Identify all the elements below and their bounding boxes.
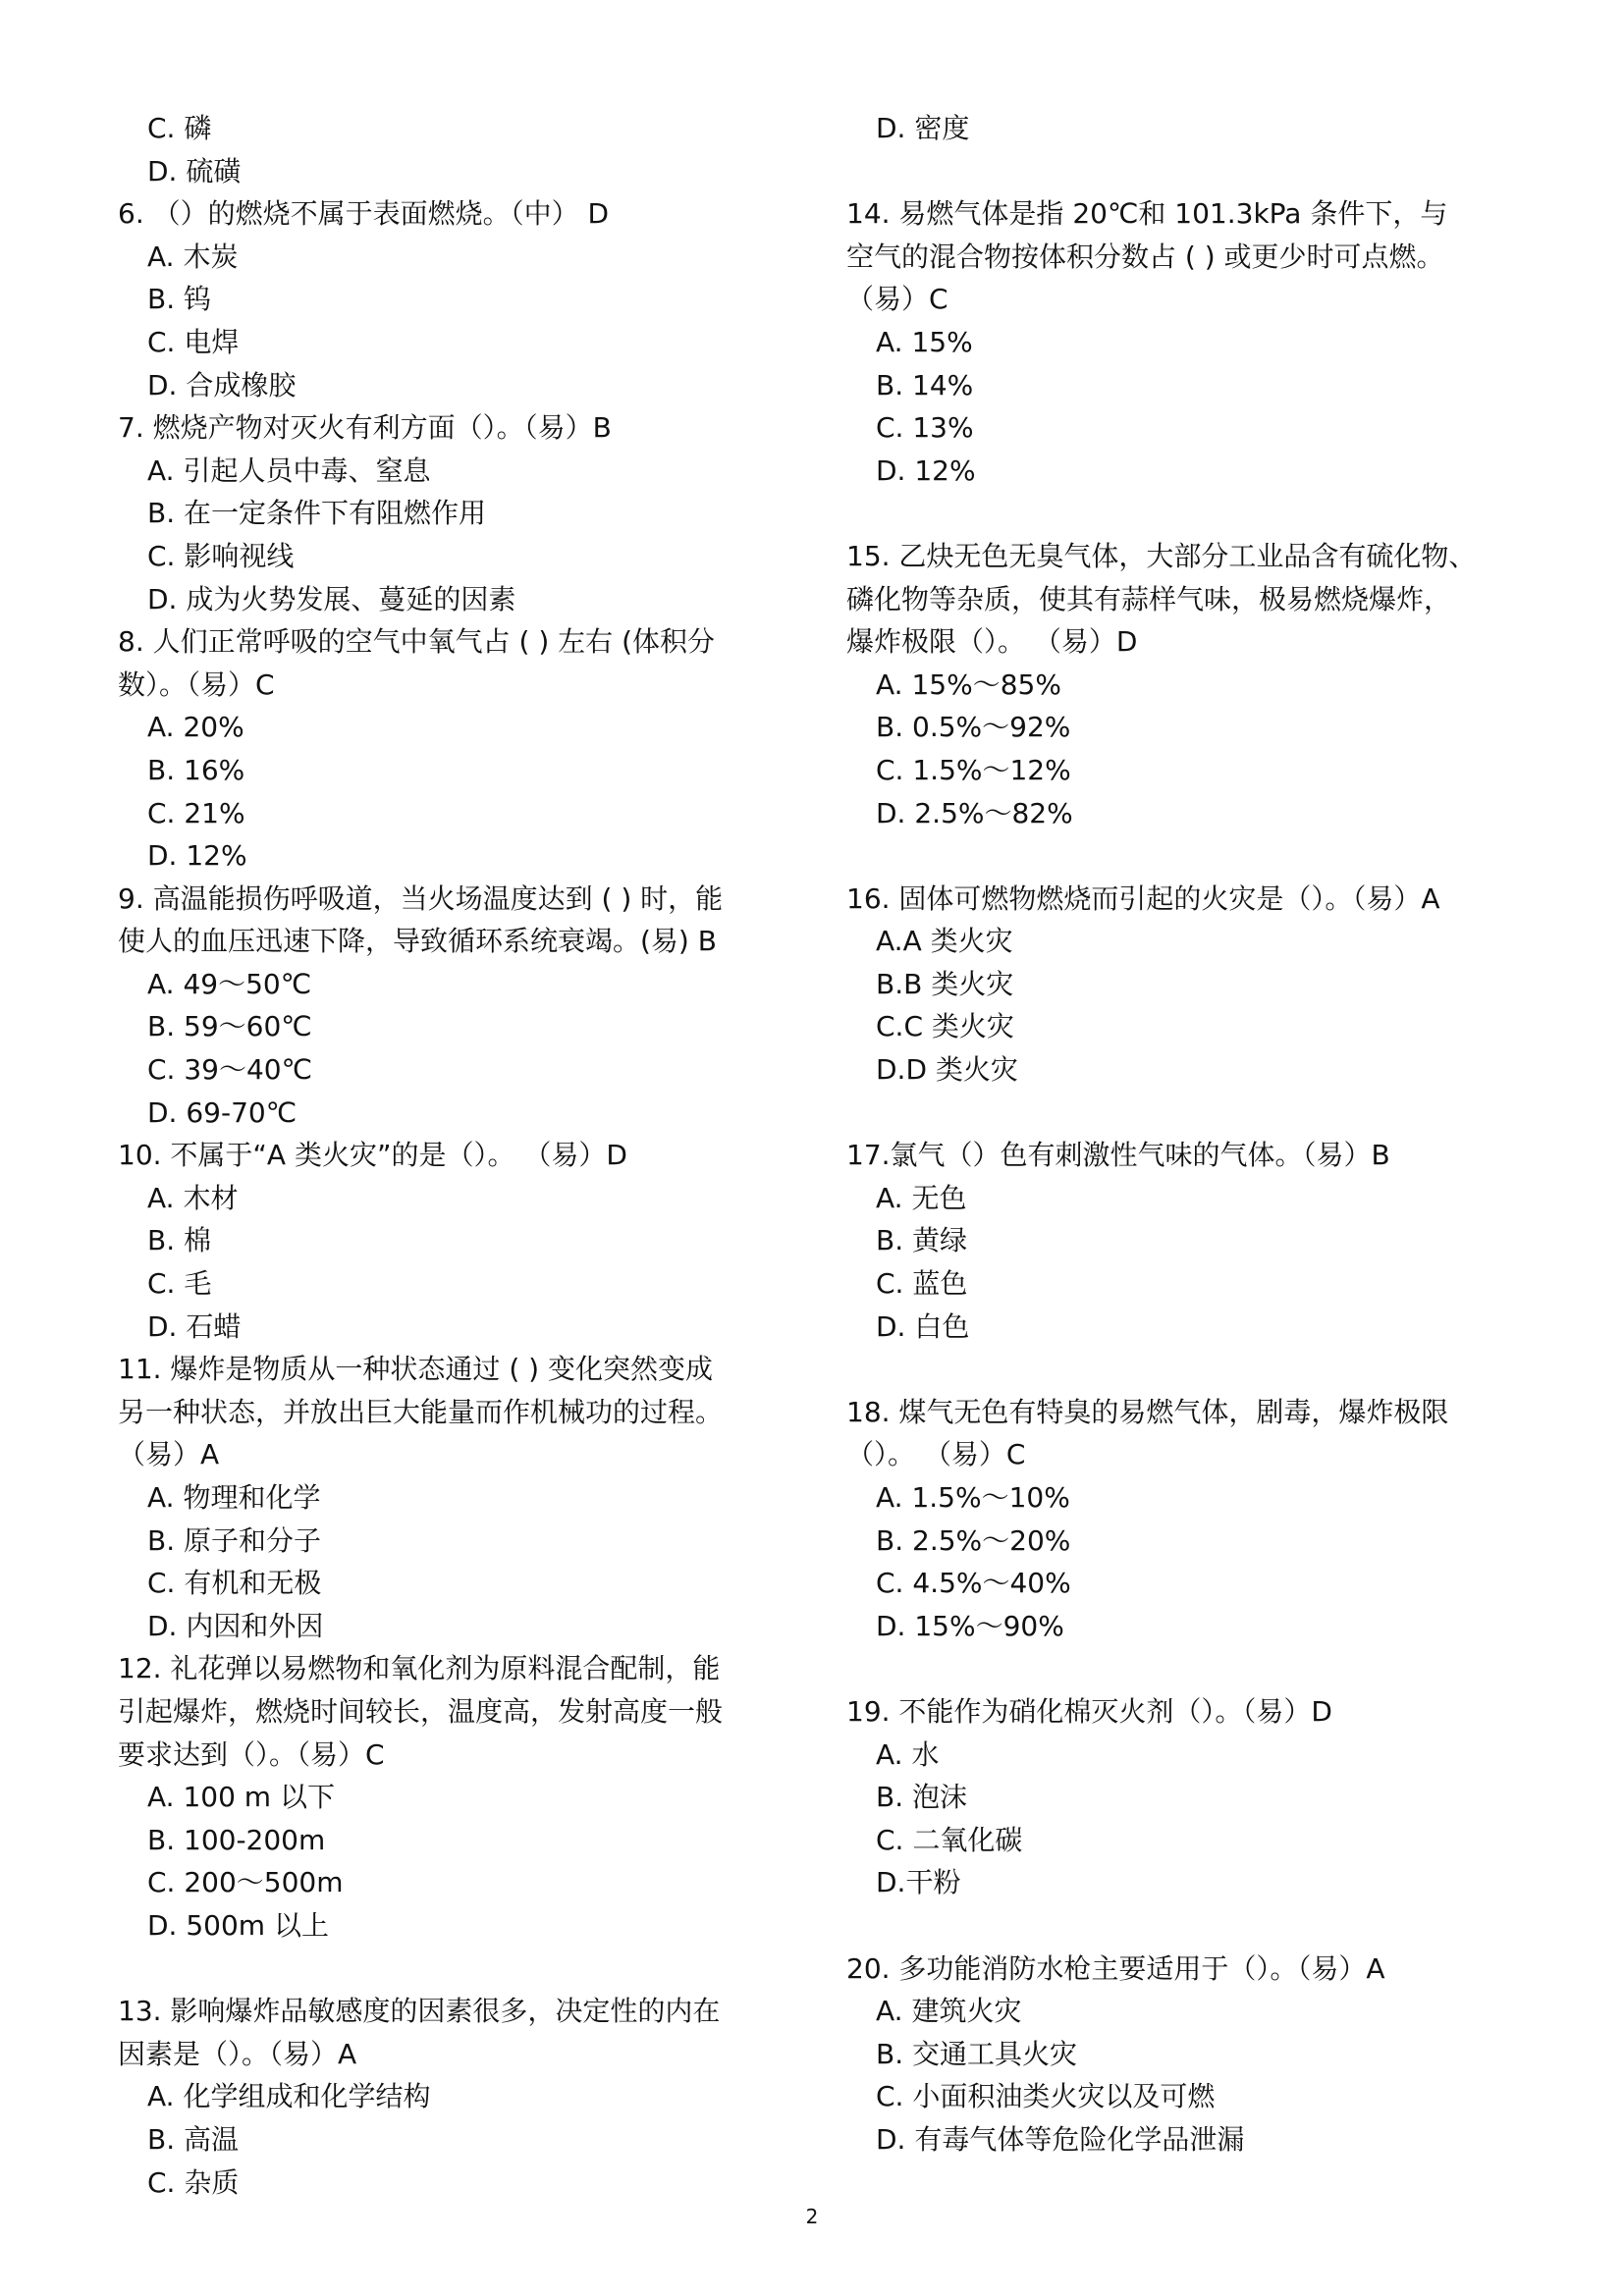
- question-block: [118, 1134, 785, 1348]
- question-block: [118, 406, 785, 620]
- question-block: [846, 1690, 1514, 1904]
- answer-option: D. 500m 以上: [147, 1908, 329, 1942]
- question-stem-line: 20. 多功能消防水枪主要适用于（）。（易）A: [846, 1951, 1385, 1985]
- question-stem-line: 15. 乙炔无色无臭气体，大部分工业品含有硫化物、: [846, 539, 1477, 572]
- question-stem-line: （易）A: [118, 1438, 220, 1471]
- question-stem-line: 11. 爆炸是物质从一种状态通过 ( ) 变化突然变成: [118, 1353, 713, 1386]
- answer-option: A. 1.5%～10%: [876, 1481, 1070, 1514]
- question-block: [118, 1348, 785, 1647]
- answer-option: A. 49～50℃: [147, 967, 312, 1000]
- blank-line: [846, 492, 1514, 535]
- question-block: [846, 107, 1514, 150]
- blank-line: [846, 834, 1514, 878]
- question-block: [846, 1948, 1514, 2162]
- answer-option: B. 交通工具火灾: [876, 2037, 1078, 2070]
- question-stem-line: 19. 不能作为硝化棉灭火剂（）。（易）D: [846, 1694, 1332, 1728]
- blank-line: [846, 1348, 1514, 1391]
- question-stem-line: 8. 人们正常呼吸的空气中氧气占 ( ) 左右 (体积分: [118, 625, 715, 659]
- answer-option: D. 内因和外因: [147, 1609, 324, 1642]
- answer-option: B.B 类火灾: [876, 967, 1014, 1000]
- answer-option: B. 黄绿: [876, 1224, 968, 1257]
- answer-option: A. 化学组成和化学结构: [147, 2080, 431, 2113]
- blank-line: [846, 150, 1514, 193]
- answer-option: B. 棉: [147, 1224, 212, 1257]
- answer-option: B. 原子和分子: [147, 1523, 322, 1557]
- answer-option: C.C 类火灾: [876, 1010, 1014, 1043]
- answer-option: A.A 类火灾: [876, 925, 1013, 958]
- answer-option: C. 21%: [147, 796, 245, 829]
- question-stem-line: 7. 燃烧产物对灭火有利方面（）。（易）B: [118, 411, 612, 445]
- answer-option: B. 14%: [876, 368, 974, 401]
- blank-line: [846, 1904, 1514, 1948]
- answer-option: C. 二氧化碳: [876, 1823, 1023, 1856]
- answer-option: A. 木炭: [147, 240, 239, 273]
- answer-option: C. 电焊: [147, 325, 240, 358]
- answer-option: D. 硫磺: [147, 154, 242, 187]
- answer-option: D.干粉: [876, 1866, 961, 1899]
- answer-option: A. 15%～85%: [876, 667, 1061, 701]
- question-block: [846, 192, 1514, 492]
- question-stem-line: 6. （）的燃烧不属于表面燃烧。（中） D: [118, 197, 610, 231]
- answer-option: B. 钨: [147, 283, 212, 316]
- answer-option: A. 物理和化学: [147, 1481, 321, 1514]
- question-stem-line: 引起爆炸，燃烧时间较长，温度高，发射高度一般: [118, 1694, 724, 1728]
- question-stem-line: 12. 礼花弹以易燃物和氧化剂为原料混合配制，能: [118, 1652, 721, 1685]
- answer-option: B. 泡沫: [876, 1781, 968, 1814]
- right-column: [846, 107, 1514, 2162]
- question-stem-line: 空气的混合物按体积分数占 ( ) 或更少时可点燃。: [846, 240, 1444, 273]
- question-block: [846, 1391, 1514, 1648]
- question-block: [118, 878, 785, 1135]
- answer-option: A. 15%: [876, 325, 973, 358]
- answer-option: A. 水: [876, 1737, 940, 1771]
- blank-line: [846, 1647, 1514, 1690]
- answer-option: A. 木材: [147, 1181, 239, 1214]
- question-stem-line: 9. 高温能损伤呼吸道，当火场温度达到 ( ) 时，能: [118, 881, 724, 915]
- answer-option: B. 高温: [147, 2122, 240, 2156]
- question-stem-line: 18. 煤气无色有特臭的易燃气体，剧毒，爆炸极限: [846, 1395, 1449, 1428]
- answer-option: D. 有毒气体等危险化学品泄漏: [876, 2122, 1245, 2156]
- question-stem-line: 16. 固体可燃物燃烧而引起的火灾是（）。（易）A: [846, 881, 1440, 915]
- question-stem-line: 数）。（易）C: [118, 667, 275, 701]
- answer-option: B. 0.5%～92%: [876, 711, 1071, 744]
- answer-option: C. 有机和无极: [147, 1567, 322, 1600]
- question-block: [118, 1647, 785, 1947]
- answer-option: D. 白色: [876, 1309, 970, 1343]
- question-block: [118, 1990, 785, 2204]
- answer-option: D. 2.5%～82%: [876, 796, 1073, 829]
- answer-option: B. 2.5%～20%: [876, 1523, 1071, 1557]
- question-stem-line: 14. 易燃气体是指 20℃和 101.3kPa 条件下，与: [846, 197, 1448, 231]
- question-stem-line: 磷化物等杂质，使其有蒜样气味，极易燃烧爆炸，: [846, 582, 1452, 615]
- answer-option: A. 100 m 以下: [147, 1781, 335, 1814]
- answer-option: D. 12%: [147, 839, 247, 873]
- question-stem-line: （）。 （易）C: [846, 1438, 1026, 1471]
- answer-option: D. 成为火势发展、蔓延的因素: [147, 582, 516, 615]
- answer-option: C. 蓝色: [876, 1267, 968, 1301]
- blank-line: [846, 1092, 1514, 1135]
- answer-option: B. 59～60℃: [147, 1010, 312, 1043]
- answer-option: A. 无色: [876, 1181, 967, 1214]
- question-stem-line: 13. 影响爆炸品敏感度的因素很多，决定性的内在: [118, 1995, 721, 2028]
- answer-option: C. 影响视线: [147, 539, 295, 572]
- answer-option: D. 69-70℃: [147, 1095, 298, 1129]
- answer-option: A. 20%: [147, 711, 244, 744]
- answer-option: B. 16%: [147, 753, 245, 786]
- answer-option: C. 39～40℃: [147, 1053, 313, 1087]
- question-block: [846, 1134, 1514, 1348]
- answer-option: C. 200～500m: [147, 1866, 344, 1899]
- page-number: 2: [805, 2205, 819, 2228]
- question-stem-line: 因素是（）。（易）A: [118, 2037, 357, 2070]
- answer-option: C. 4.5%～40%: [876, 1567, 1071, 1600]
- answer-option: C. 13%: [876, 411, 974, 445]
- question-block: [846, 535, 1514, 834]
- answer-option: D. 密度: [876, 112, 970, 144]
- answer-option: A. 引起人员中毒、窒息: [147, 454, 431, 487]
- answer-option: D. 石蜡: [147, 1309, 242, 1343]
- question-stem-line: 17.氯气（）色有刺激性气味的气体。（易）B: [846, 1139, 1390, 1172]
- question-stem-line: 爆炸极限（）。 （易）D: [846, 625, 1138, 659]
- question-stem-line: 10. 不属于“A 类火灾”的是（）。 （易）D: [118, 1139, 627, 1172]
- answer-option: C. 磷: [147, 112, 212, 144]
- answer-option: D. 15%～90%: [876, 1609, 1064, 1642]
- answer-option: B. 100-200m: [147, 1823, 326, 1856]
- blank-line: [118, 1948, 785, 1991]
- question-stem-line: 要求达到（）。（易）C: [118, 1737, 385, 1771]
- question-block: [846, 878, 1514, 1092]
- left-column: [118, 107, 785, 2204]
- answer-option: C. 毛: [147, 1267, 212, 1301]
- answer-option: C. 小面积油类火灾以及可燃: [876, 2080, 1216, 2113]
- question-stem-line: 使人的血压迅速下降，导致循环系统衰竭。(易) B: [118, 925, 717, 958]
- question-block: [118, 192, 785, 406]
- answer-option: A. 建筑火灾: [876, 1995, 1022, 2028]
- question-stem-line: 另一种状态，并放出巨大能量而作机械功的过程。: [118, 1395, 724, 1428]
- answer-option: B. 在一定条件下有阻燃作用: [147, 497, 487, 530]
- answer-option: C. 杂质: [147, 2165, 240, 2199]
- answer-option: D.D 类火灾: [876, 1053, 1018, 1087]
- question-block: [118, 107, 785, 192]
- question-stem-line: （易）C: [846, 283, 948, 316]
- answer-option: C. 1.5%～12%: [876, 753, 1071, 786]
- question-block: [118, 620, 785, 878]
- answer-option: D. 合成橡胶: [147, 368, 297, 401]
- answer-option: D. 12%: [876, 454, 976, 487]
